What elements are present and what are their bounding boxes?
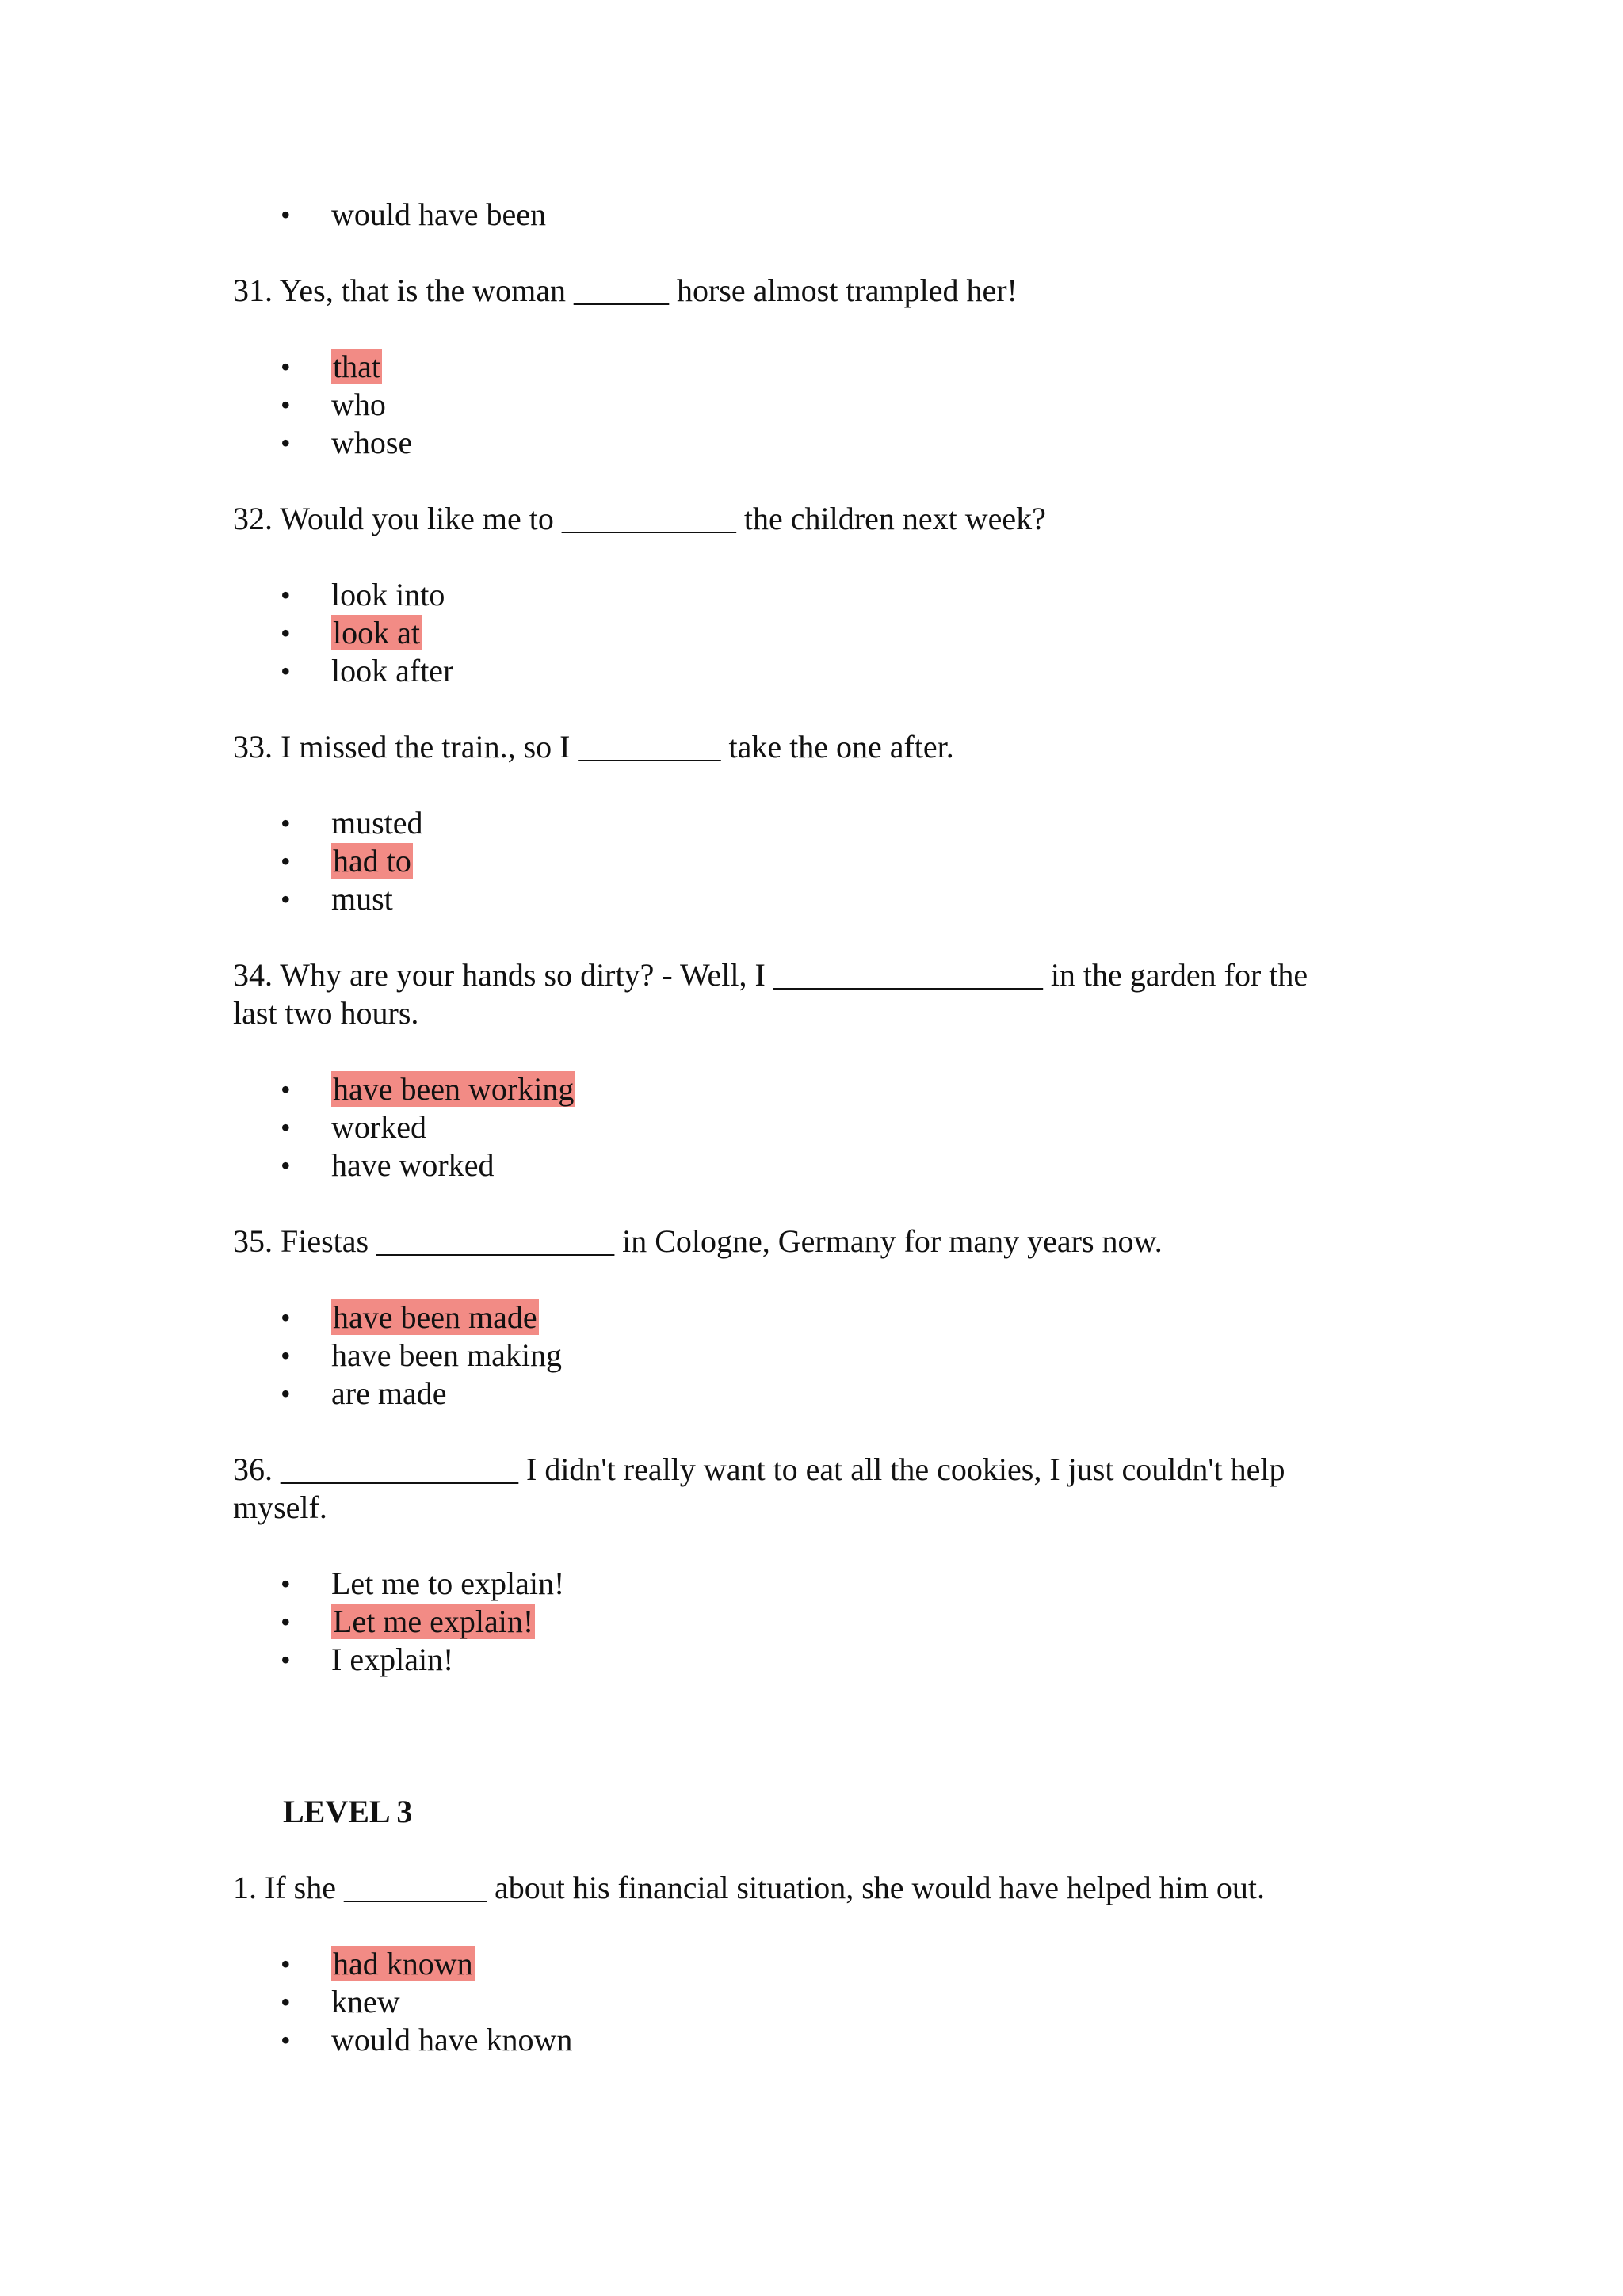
level3-option-1-b: knew	[331, 1984, 400, 2019]
bullet: •	[281, 1112, 291, 1143]
option-35-a	[331, 1299, 539, 1337]
level3-question-1-stem: 1. If she _________ about his financial situation, she would have helped him out.	[233, 1870, 1265, 1905]
question-36-stem-cont: myself.	[233, 1489, 327, 1525]
option-33-a: musted	[331, 805, 423, 841]
level3-option-1-a	[331, 1945, 475, 1983]
option-33-b	[331, 842, 413, 880]
bullet: •	[281, 1644, 291, 1676]
question-31-stem: 31. Yes, that is the woman ______ horse almost trampled her!	[233, 273, 1018, 308]
answer-highlight: Let me explain!	[333, 1604, 534, 1639]
option-31-c: whose	[331, 425, 413, 460]
option-32-b	[331, 614, 422, 652]
option-34-b: worked	[331, 1109, 426, 1145]
bullet: •	[281, 845, 291, 877]
level3-option-1-c: would have known	[331, 2022, 573, 2058]
option-33-c: must	[331, 881, 393, 917]
answer-highlight: that	[333, 349, 380, 384]
option-35-b: have been making	[331, 1337, 562, 1373]
answer-highlight: had known	[333, 1946, 473, 1981]
option-32-a: look into	[331, 577, 445, 612]
level-heading: LEVEL 3	[283, 1794, 413, 1829]
option-36-a: Let me to explain!	[331, 1566, 565, 1601]
bullet: •	[281, 807, 291, 839]
answer-highlight: look at	[333, 615, 420, 650]
question-34-stem-cont: last two hours.	[233, 995, 419, 1031]
question-33-stem: 33. I missed the train., so I _________ take the one after.	[233, 729, 954, 765]
bullet: •	[281, 579, 291, 611]
answer-highlight: have been made	[333, 1299, 537, 1335]
bullet: •	[281, 2024, 291, 2056]
answer-highlight: had to	[333, 843, 411, 879]
question-34-stem: 34. Why are your hands so dirty? - Well, I _________________ in the garden for the	[233, 957, 1308, 993]
option-35-c: are made	[331, 1375, 447, 1411]
option-32-c: look after	[331, 653, 454, 688]
option-34-a	[331, 1070, 575, 1108]
bullet: •	[281, 351, 291, 383]
bullet: •	[281, 1340, 291, 1371]
option-36-b	[331, 1603, 535, 1641]
bullet: •	[281, 655, 291, 687]
bullet: •	[281, 1606, 291, 1638]
option-34-c: have worked	[331, 1147, 495, 1183]
bullet: •	[281, 1302, 291, 1333]
bullet: •	[281, 389, 291, 421]
option-36-c: I explain!	[331, 1642, 454, 1677]
question-36-stem: 36. _______________ I didn't really want to eat all the cookies, I just couldn't help	[233, 1451, 1285, 1487]
bullet: •	[281, 1948, 291, 1980]
answer-highlight: have been working	[333, 1071, 575, 1107]
bullet: •	[281, 1150, 291, 1181]
bullet: •	[281, 427, 291, 459]
bullet: •	[281, 883, 291, 915]
bullet: •	[281, 1378, 291, 1409]
bullet: •	[281, 1568, 291, 1600]
bullet: •	[281, 199, 291, 231]
bullet: •	[281, 617, 291, 649]
question-35-stem: 35. Fiestas _______________ in Cologne, Germany for many years now.	[233, 1223, 1163, 1259]
bullet: •	[281, 1986, 291, 2018]
bullet: •	[281, 1074, 291, 1105]
option-31-a	[331, 348, 382, 386]
question-32-stem: 32. Would you like me to ___________ the children next week?	[233, 501, 1046, 536]
option-text: would have been	[331, 196, 547, 232]
option-31-b: who	[331, 387, 386, 422]
